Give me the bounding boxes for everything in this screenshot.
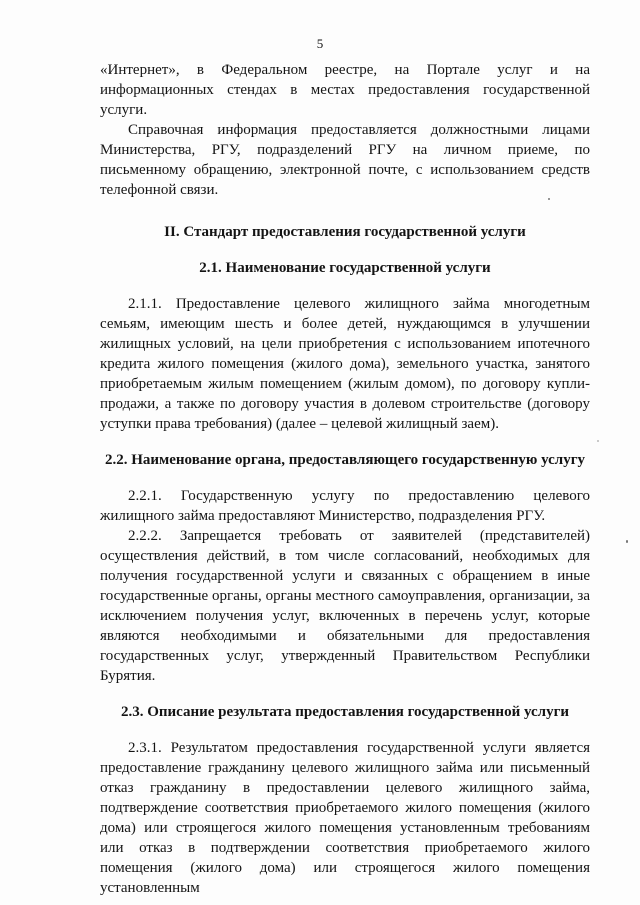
page-number: 5 — [316, 36, 324, 51]
heading-providing-authority: 2.2. Наименование органа, предоставляющего государственную услугу — [104, 452, 586, 468]
scan-speck — [626, 540, 628, 543]
paragraph-2-2-2: 2.2.2. Запрещается требовать от заявителей (представителей) осуществления действий, в том числе согласований, необходимых для получения государственной услуги и связанных с обращением в иные государственные органы, органы местного самоуправления, организации, за исключением получения услуг, включенных в перечень услуг, которые являются необходимыми и обязательными для предоставления государственных услуг, утвержденный Правительством Республики Бурятия. — [100, 528, 590, 684]
heading-service-name: 2.1. Наименование государственной услуги — [199, 260, 491, 276]
paragraph-portal-info: «Интернет», в Федеральном реестре, на Портале услуг и на информационных стендах в местах предоставления государственной услуги. — [100, 62, 590, 118]
scan-speck — [597, 440, 599, 442]
paragraph-2-3-1: 2.3.1. Результатом предоставления государственной услуги является предоставление гражданину целевого жилищного займа или письменный отказ гражданину в предоставлении целевого жилищного займа, подтверждение соответствия приобретаемого жилого помещения (жилого дома) или строящегося жилого помещения установленным требованиям или отказ в подтверждении соответствия приобретаемого жилого помещения (жилого дома) или строящегося жилого помещения установленным — [100, 740, 590, 896]
section-heading-standard: II. Стандарт предоставления государственной услуги — [164, 224, 526, 240]
paragraph-2-1-1: 2.1.1. Предоставление целевого жилищного займа многодетным семьям, имеющим шесть и более детей, нуждающимся в улучшении жилищных условий, на цели приобретения с использованием ипотечного кредита жилого помещения (жилого дома), земельного участка, занятого приобретаемым жилым помещением (жилым домом), по договору купли-продажи, а также по договору участия в долевом строительстве (договору уступки права требования) (далее – целевой жилищный заем). — [100, 296, 590, 432]
document-body — [100, 60, 590, 898]
scan-speck — [548, 198, 550, 200]
heading-service-result: 2.3. Описание результата предоставления государственной услуги — [120, 704, 570, 720]
paragraph-2-2-1: 2.2.1. Государственную услугу по предоставлению целевого жилищного займа предоставляют Министерство, подразделения РГУ. — [100, 488, 590, 524]
paragraph-reference-info: Справочная информация предоставляется должностными лицами Министерства, РГУ, подразделений РГУ на личном приеме, по письменному обращению, электронной почте, с использованием средств телефонной связи. — [100, 122, 590, 198]
